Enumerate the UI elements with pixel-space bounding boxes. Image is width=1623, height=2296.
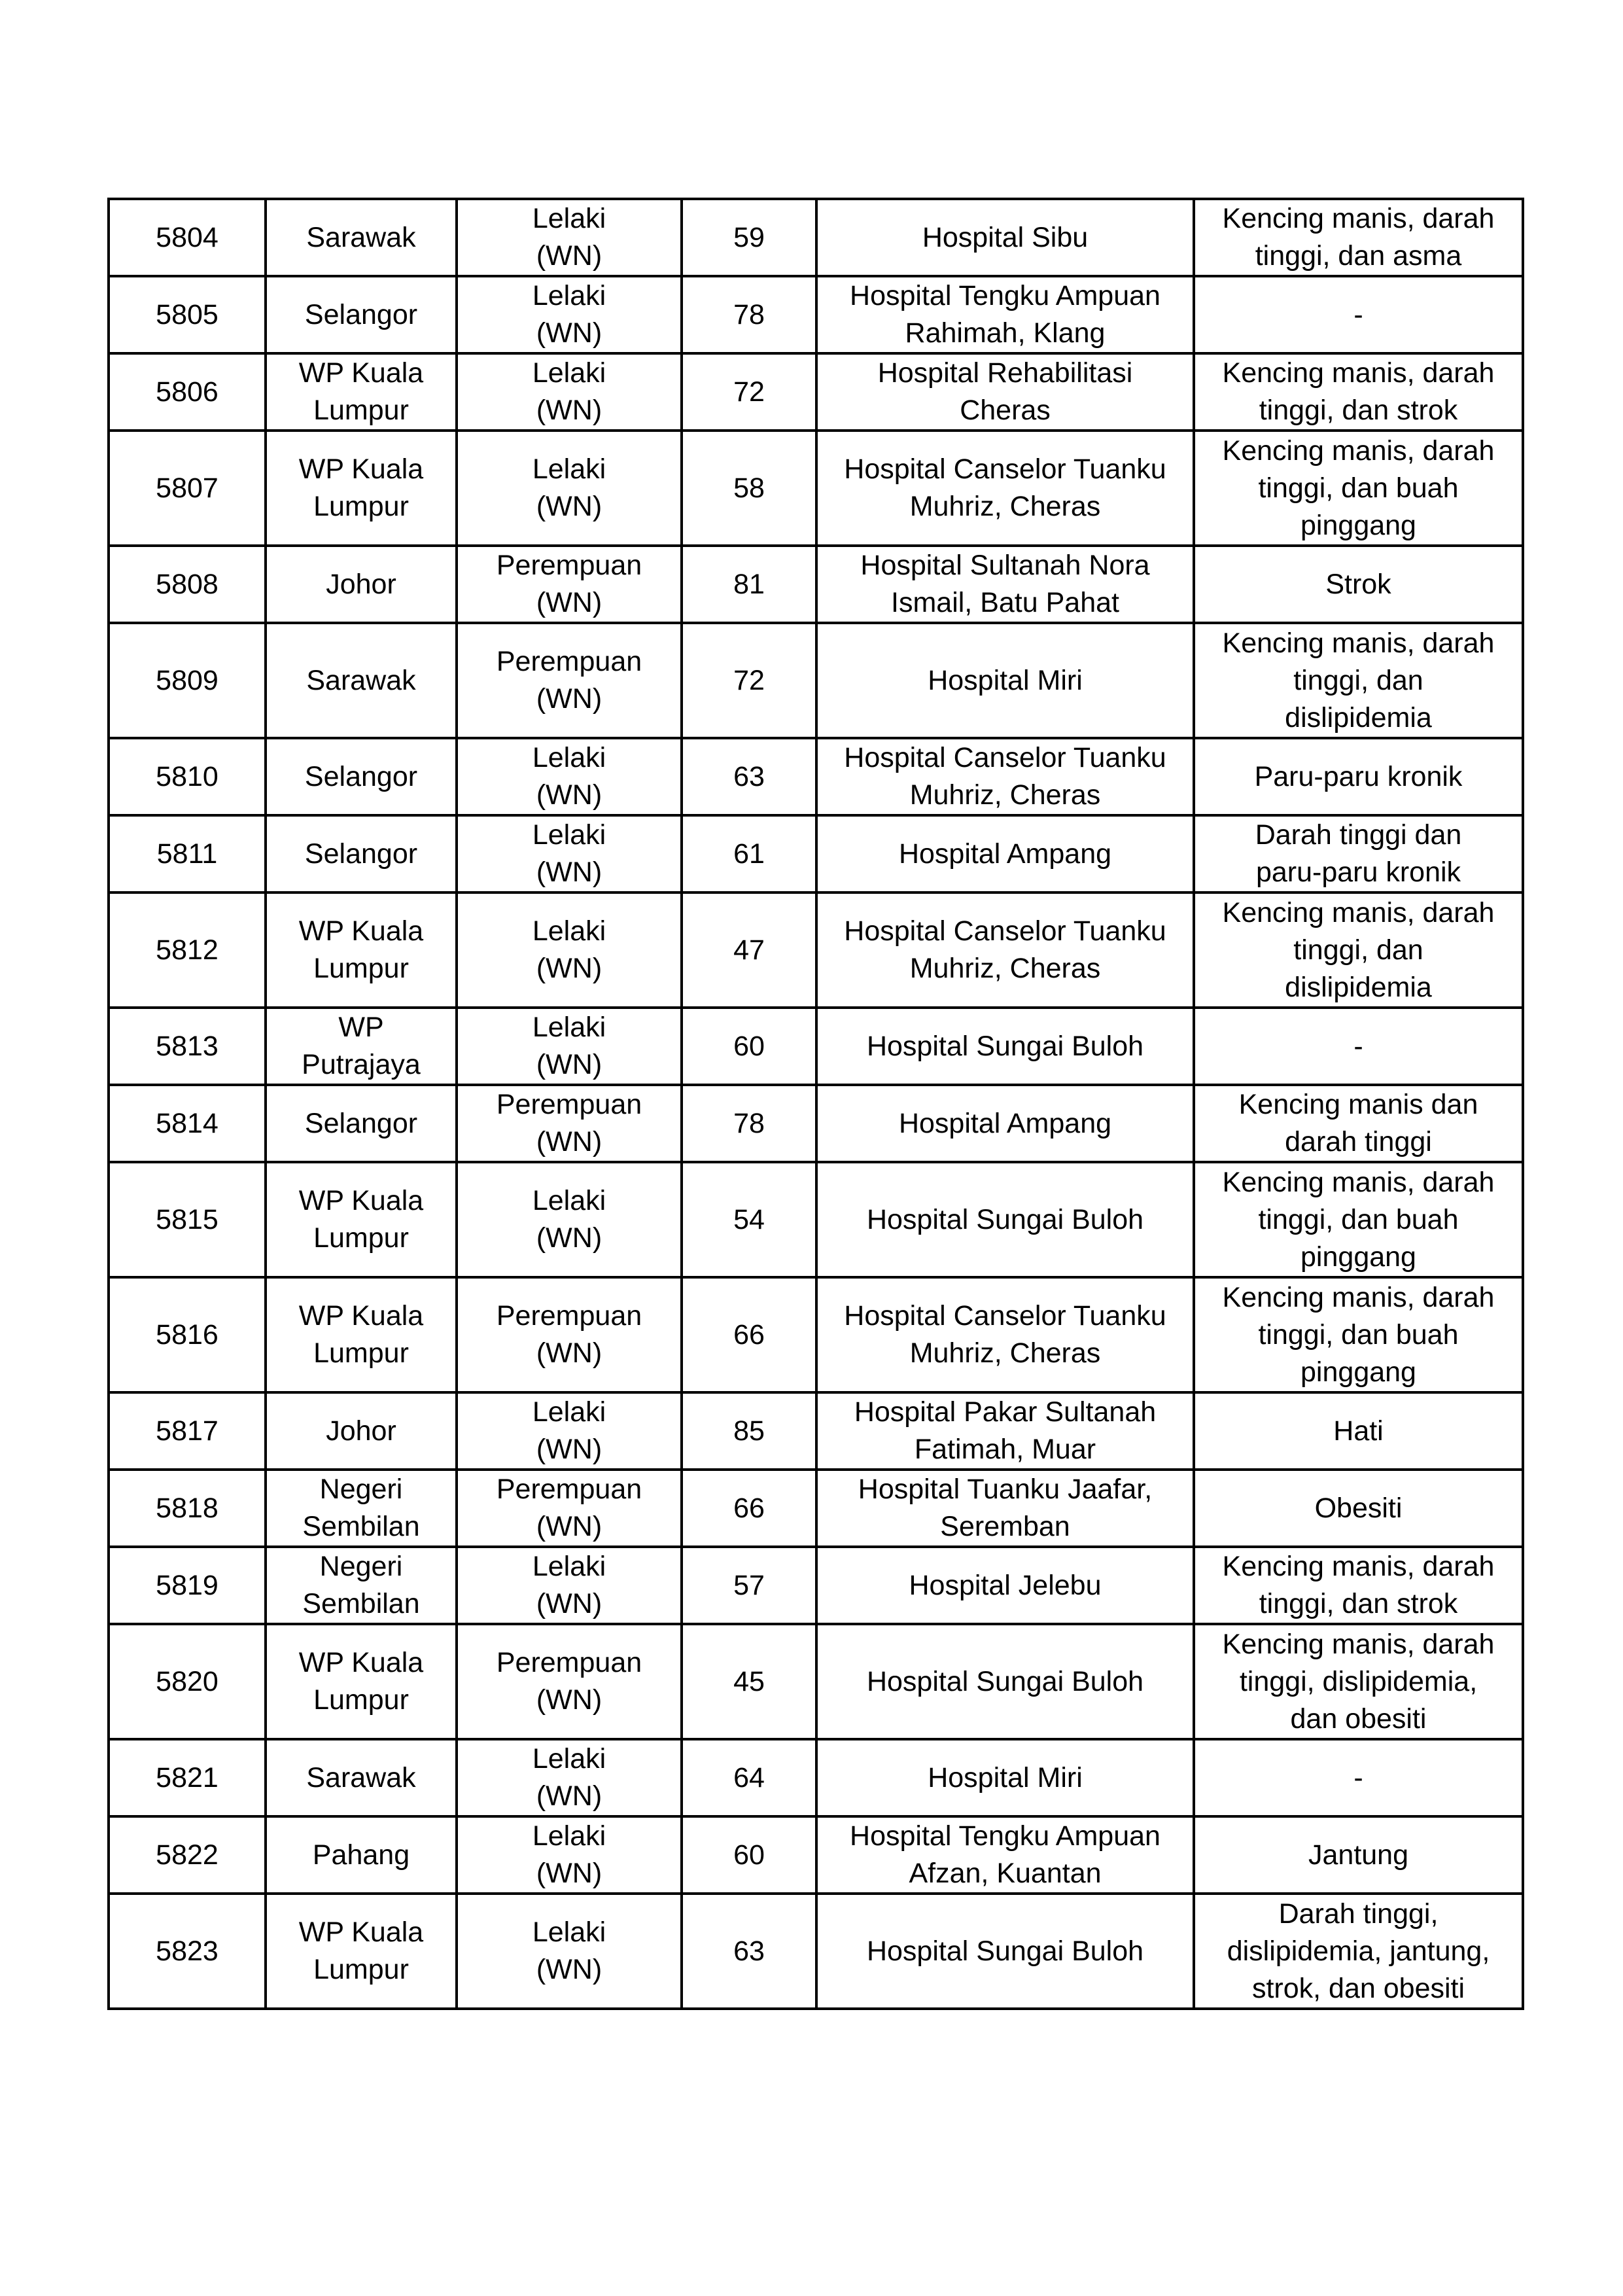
state-cell: Negeri Sembilan [266,1470,457,1547]
case-number-cell: 5819 [109,1547,266,1624]
hospital-cell: Hospital Miri [816,1739,1194,1816]
hospital-cell: Hospital Sibu [816,199,1194,276]
hospital-cell: Hospital Canselor Tuanku Muhriz, Cheras [816,431,1194,546]
state-cell: Sarawak [266,623,457,738]
age-cell: 45 [682,1624,816,1739]
gender-cell: Perempuan (WN) [457,623,682,738]
case-number-cell: 5810 [109,738,266,815]
state-cell: Negeri Sembilan [266,1547,457,1624]
gender-cell: Lelaki (WN) [457,353,682,431]
comorbidity-cell: Kencing manis, darah tinggi, dan strok [1194,1547,1523,1624]
hospital-cell: Hospital Miri [816,623,1194,738]
state-cell: WP Kuala Lumpur [266,353,457,431]
age-cell: 78 [682,276,816,353]
case-number-cell: 5804 [109,199,266,276]
state-cell: Selangor [266,815,457,892]
gender-cell: Lelaki (WN) [457,1816,682,1894]
case-number-cell: 5808 [109,546,266,623]
hospital-cell: Hospital Pakar Sultanah Fatimah, Muar [816,1392,1194,1470]
age-cell: 57 [682,1547,816,1624]
hospital-cell: Hospital Ampang [816,1085,1194,1162]
age-cell: 63 [682,738,816,815]
hospital-cell: Hospital Canselor Tuanku Muhriz, Cheras [816,892,1194,1008]
state-cell: Johor [266,1392,457,1470]
hospital-cell: Hospital Sungai Buloh [816,1008,1194,1085]
gender-cell: Lelaki (WN) [457,1547,682,1624]
comorbidity-cell: Kencing manis, darah tinggi, dan asma [1194,199,1523,276]
age-cell: 60 [682,1816,816,1894]
state-cell: WP Kuala Lumpur [266,431,457,546]
comorbidity-cell: - [1194,1008,1523,1085]
comorbidity-cell: Darah tinggi, dislipidemia, jantung, strok, dan obesiti [1194,1894,1523,2009]
gender-cell: Perempuan (WN) [457,1470,682,1547]
state-cell: Selangor [266,1085,457,1162]
gender-cell: Lelaki (WN) [457,1894,682,2009]
gender-cell: Lelaki (WN) [457,1392,682,1470]
state-cell: WP Kuala Lumpur [266,1624,457,1739]
comorbidity-cell: - [1194,276,1523,353]
age-cell: 54 [682,1162,816,1277]
age-cell: 72 [682,623,816,738]
gender-cell: Lelaki (WN) [457,199,682,276]
table-row [109,1277,1523,1392]
comorbidity-cell: Darah tinggi dan paru-paru kronik [1194,815,1523,892]
comorbidity-cell: Hati [1194,1392,1523,1470]
comorbidity-cell: Kencing manis, darah tinggi, dan buah pinggang [1194,431,1523,546]
gender-cell: Lelaki (WN) [457,1008,682,1085]
age-cell: 60 [682,1008,816,1085]
state-cell: Sarawak [266,1739,457,1816]
table-row [109,892,1523,1008]
state-cell: Selangor [266,738,457,815]
case-number-cell: 5805 [109,276,266,353]
table-row [109,546,1523,623]
case-number-cell: 5822 [109,1816,266,1894]
table-row [109,738,1523,815]
case-number-cell: 5809 [109,623,266,738]
comorbidity-cell: Kencing manis, darah tinggi, dan dislipidemia [1194,892,1523,1008]
case-number-cell: 5806 [109,353,266,431]
comorbidity-cell: Kencing manis, darah tinggi, dan dislipidemia [1194,623,1523,738]
comorbidity-cell: Kencing manis, darah tinggi, dan buah pinggang [1194,1277,1523,1392]
case-number-cell: 5812 [109,892,266,1008]
case-number-cell: 5821 [109,1739,266,1816]
gender-cell: Lelaki (WN) [457,892,682,1008]
hospital-cell: Hospital Canselor Tuanku Muhriz, Cheras [816,738,1194,815]
table-row [109,1085,1523,1162]
comorbidity-cell: Kencing manis, darah tinggi, dislipidemia, dan obesiti [1194,1624,1523,1739]
table-row [109,199,1523,276]
table-row [109,276,1523,353]
state-cell: WP Kuala Lumpur [266,1277,457,1392]
hospital-cell: Hospital Tengku Ampuan Afzan, Kuantan [816,1816,1194,1894]
state-cell: Pahang [266,1816,457,1894]
state-cell: Johor [266,546,457,623]
gender-cell: Perempuan (WN) [457,1085,682,1162]
hospital-cell: Hospital Canselor Tuanku Muhriz, Cheras [816,1277,1194,1392]
age-cell: 78 [682,1085,816,1162]
table-row [109,353,1523,431]
age-cell: 64 [682,1739,816,1816]
comorbidity-cell: Kencing manis, darah tinggi, dan strok [1194,353,1523,431]
table-row [109,1816,1523,1894]
gender-cell: Perempuan (WN) [457,546,682,623]
gender-cell: Lelaki (WN) [457,1162,682,1277]
case-number-cell: 5818 [109,1470,266,1547]
comorbidity-cell: Jantung [1194,1816,1523,1894]
age-cell: 81 [682,546,816,623]
comorbidity-cell: Kencing manis dan darah tinggi [1194,1085,1523,1162]
case-number-cell: 5811 [109,815,266,892]
hospital-cell: Hospital Ampang [816,815,1194,892]
state-cell: Selangor [266,276,457,353]
gender-cell: Perempuan (WN) [457,1624,682,1739]
table-row [109,1162,1523,1277]
case-number-cell: 5813 [109,1008,266,1085]
state-cell: Sarawak [266,199,457,276]
case-number-cell: 5823 [109,1894,266,2009]
age-cell: 59 [682,199,816,276]
table-row [109,815,1523,892]
gender-cell: Lelaki (WN) [457,276,682,353]
table-row [109,1392,1523,1470]
case-number-cell: 5815 [109,1162,266,1277]
hospital-cell: Hospital Sungai Buloh [816,1894,1194,2009]
table-row [109,623,1523,738]
hospital-cell: Hospital Sungai Buloh [816,1162,1194,1277]
gender-cell: Lelaki (WN) [457,1739,682,1816]
state-cell: WP Kuala Lumpur [266,892,457,1008]
comorbidity-cell: Paru-paru kronik [1194,738,1523,815]
age-cell: 61 [682,815,816,892]
gender-cell: Lelaki (WN) [457,431,682,546]
age-cell: 85 [682,1392,816,1470]
gender-cell: Lelaki (WN) [457,738,682,815]
hospital-cell: Hospital Rehabilitasi Cheras [816,353,1194,431]
gender-cell: Lelaki (WN) [457,815,682,892]
table-row [109,1624,1523,1739]
age-cell: 58 [682,431,816,546]
hospital-cell: Hospital Jelebu [816,1547,1194,1624]
age-cell: 72 [682,353,816,431]
comorbidity-cell: - [1194,1739,1523,1816]
age-cell: 63 [682,1894,816,2009]
age-cell: 66 [682,1277,816,1392]
case-number-cell: 5807 [109,431,266,546]
table-body [109,199,1523,2009]
hospital-cell: Hospital Tuanku Jaafar, Seremban [816,1470,1194,1547]
case-number-cell: 5814 [109,1085,266,1162]
state-cell: WP Putrajaya [266,1008,457,1085]
state-cell: WP Kuala Lumpur [266,1894,457,2009]
table-row [109,1739,1523,1816]
comorbidity-cell: Strok [1194,546,1523,623]
table-row [109,1894,1523,2009]
gender-cell: Perempuan (WN) [457,1277,682,1392]
table-row [109,1470,1523,1547]
case-number-cell: 5816 [109,1277,266,1392]
case-number-cell: 5820 [109,1624,266,1739]
hospital-cell: Hospital Sultanah Nora Ismail, Batu Pahat [816,546,1194,623]
age-cell: 47 [682,892,816,1008]
comorbidity-cell: Obesiti [1194,1470,1523,1547]
age-cell: 66 [682,1470,816,1547]
state-cell: WP Kuala Lumpur [266,1162,457,1277]
table-row [109,431,1523,546]
case-number-cell: 5817 [109,1392,266,1470]
hospital-cell: Hospital Tengku Ampuan Rahimah, Klang [816,276,1194,353]
hospital-cell: Hospital Sungai Buloh [816,1624,1194,1739]
comorbidity-cell: Kencing manis, darah tinggi, dan buah pinggang [1194,1162,1523,1277]
table-row [109,1008,1523,1085]
table-row [109,1547,1523,1624]
death-cases-table [107,198,1524,2010]
